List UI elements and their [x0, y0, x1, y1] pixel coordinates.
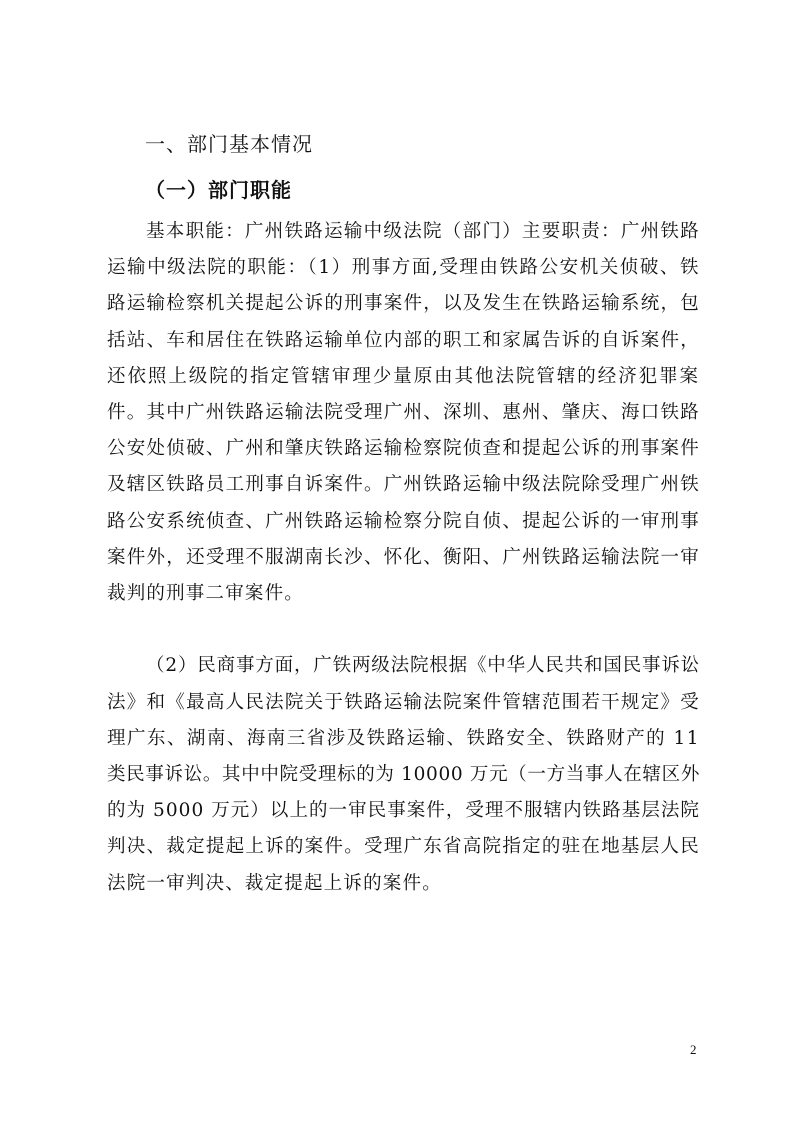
page-number: 2: [690, 1042, 697, 1057]
paragraph-line: 还依照上级院的指定管辖审理少量原由其他法院管辖的经济犯罪案: [107, 366, 700, 387]
paragraph-line: 理广东、湖南、海南三省涉及铁路运输、铁路安全、铁路财产的 11: [107, 728, 700, 749]
paragraph-line: 法》和《最高人民法院关于铁路运输法院案件管辖范围若干规定》受: [107, 692, 700, 713]
paragraph-line: 判决、裁定提起上诉的案件。受理广东省高院指定的驻在地基层人民: [107, 836, 700, 857]
paragraph-line: 公安处侦破、广州和肇庆铁路运输检察院侦查和提起公诉的刑事案件: [107, 438, 700, 459]
paragraph-line: 基本职能：广州铁路运输中级法院（部门）主要职责：广州铁路: [146, 221, 700, 242]
paragraph-line: 件。其中广州铁路运输法院受理广州、深圳、惠州、肇庆、海口铁路: [107, 402, 700, 423]
paragraph-line: 案件外，还受理不服湖南长沙、怀化、衡阳、广州铁路运输法院一审: [107, 547, 700, 568]
paragraph-line: 括站、车和居住在铁路运输单位内部的职工和家属告诉的自诉案件，: [107, 330, 700, 351]
paragraph-line: 路公安系统侦查、广州铁路运输检察分院自侦、提起公诉的一审刑事: [107, 511, 700, 532]
paragraph-line: 法院一审判决、裁定提起上诉的案件。: [107, 873, 442, 894]
paragraph-line: 的为 5000 万元）以上的一审民事案件，受理不服辖内铁路基层法院: [107, 800, 700, 821]
paragraph-line: （2）民商事方面，广铁两级法院根据《中华人民共和国民事诉讼: [146, 655, 700, 676]
paragraph-line: 裁判的刑事二审案件。: [107, 583, 305, 604]
paragraph-line: 及辖区铁路员工刑事自诉案件。广州铁路运输中级法院除受理广州铁: [107, 474, 700, 495]
paragraph-line: 路运输检察机关提起公诉的刑事案件，以及发生在铁路运输系统，包: [107, 293, 700, 314]
section-heading: 一、部门基本情况: [145, 132, 313, 156]
paragraph-line: 类民事诉讼。其中中院受理标的为 10000 万元（一方当事人在辖区外: [107, 764, 700, 785]
paragraph-line: 运输中级法院的职能：（1）刑事方面,受理由铁路公安机关侦破、铁: [107, 257, 700, 278]
subsection-heading: （一）部门职能: [145, 178, 292, 202]
